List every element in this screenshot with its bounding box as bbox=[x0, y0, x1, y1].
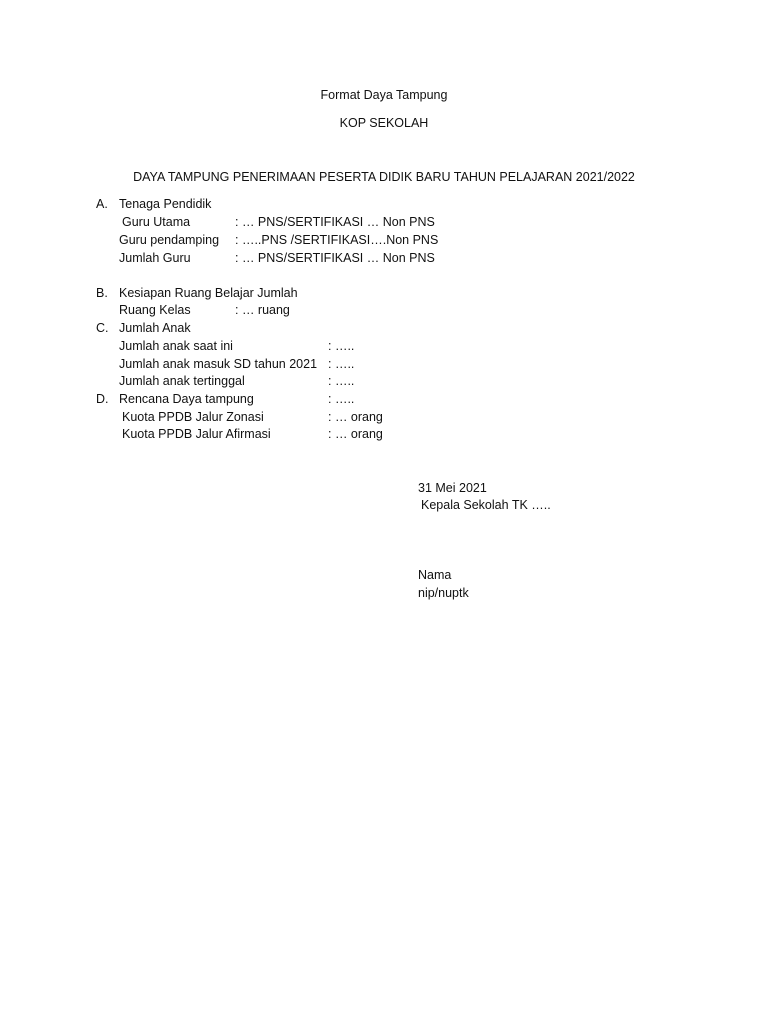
section-title-value: : ….. bbox=[328, 392, 355, 406]
section-marker: A. bbox=[96, 197, 108, 211]
list-item bbox=[0, 339, 768, 357]
list-item bbox=[0, 251, 768, 269]
section-title: Jumlah Anak bbox=[119, 321, 191, 335]
signature-position: Kepala Sekolah TK ….. bbox=[421, 498, 551, 512]
item-label: Jumlah anak masuk SD tahun 2021 bbox=[119, 357, 318, 371]
section-marker: B. bbox=[96, 286, 108, 300]
section-title: Kesiapan Ruang Belajar Jumlah bbox=[119, 286, 298, 300]
list-item bbox=[0, 215, 768, 233]
section-a-header bbox=[0, 197, 768, 215]
item-label: Jumlah anak saat ini bbox=[119, 339, 233, 353]
list-item bbox=[0, 427, 768, 445]
item-label: Kuota PPDB Jalur Zonasi bbox=[122, 410, 264, 424]
signature-date: 31 Mei 2021 bbox=[418, 481, 487, 495]
section-b-header bbox=[0, 286, 768, 304]
item-value: : ….. bbox=[328, 339, 355, 353]
signature-id: nip/nuptk bbox=[418, 586, 469, 600]
item-label: Jumlah Guru bbox=[119, 251, 191, 265]
list-item bbox=[0, 374, 768, 392]
format-title: Format Daya Tampung bbox=[320, 88, 448, 102]
list-item bbox=[0, 233, 768, 251]
item-value: : … PNS/SERTIFIKASI … Non PNS bbox=[235, 215, 435, 229]
item-value: : ….. bbox=[328, 374, 355, 388]
item-label: Guru Utama bbox=[122, 215, 191, 229]
list-item bbox=[0, 410, 768, 428]
section-title: Rencana Daya tampung bbox=[119, 392, 254, 406]
signature-name: Nama bbox=[418, 568, 452, 582]
item-label: Kuota PPDB Jalur Afirmasi bbox=[122, 427, 271, 441]
item-value: : … ruang bbox=[235, 303, 290, 317]
section-title: Tenaga Pendidik bbox=[119, 197, 212, 211]
item-label: Jumlah anak tertinggal bbox=[119, 374, 245, 388]
item-value: : … PNS/SERTIFIKASI … Non PNS bbox=[235, 251, 435, 265]
item-label: Ruang Kelas bbox=[119, 303, 191, 317]
list-item bbox=[0, 357, 768, 375]
item-label: Guru pendamping bbox=[119, 233, 220, 247]
item-value: : ….. bbox=[328, 357, 355, 371]
main-title: DAYA TAMPUNG PENERIMAAN PESERTA DIDIK BARU TAHUN PELAJARAN 2021/2022 bbox=[133, 170, 635, 184]
section-c-header bbox=[0, 321, 768, 339]
item-value: : … orang bbox=[328, 410, 383, 424]
section-marker: D. bbox=[96, 392, 109, 406]
section-d-header bbox=[0, 392, 768, 410]
list-item bbox=[0, 303, 768, 321]
kop-sekolah: KOP SEKOLAH bbox=[339, 116, 429, 130]
section-marker: C. bbox=[96, 321, 109, 335]
item-value: : …..PNS /SERTIFIKASI….Non PNS bbox=[235, 233, 439, 247]
item-value: : … orang bbox=[328, 427, 383, 441]
